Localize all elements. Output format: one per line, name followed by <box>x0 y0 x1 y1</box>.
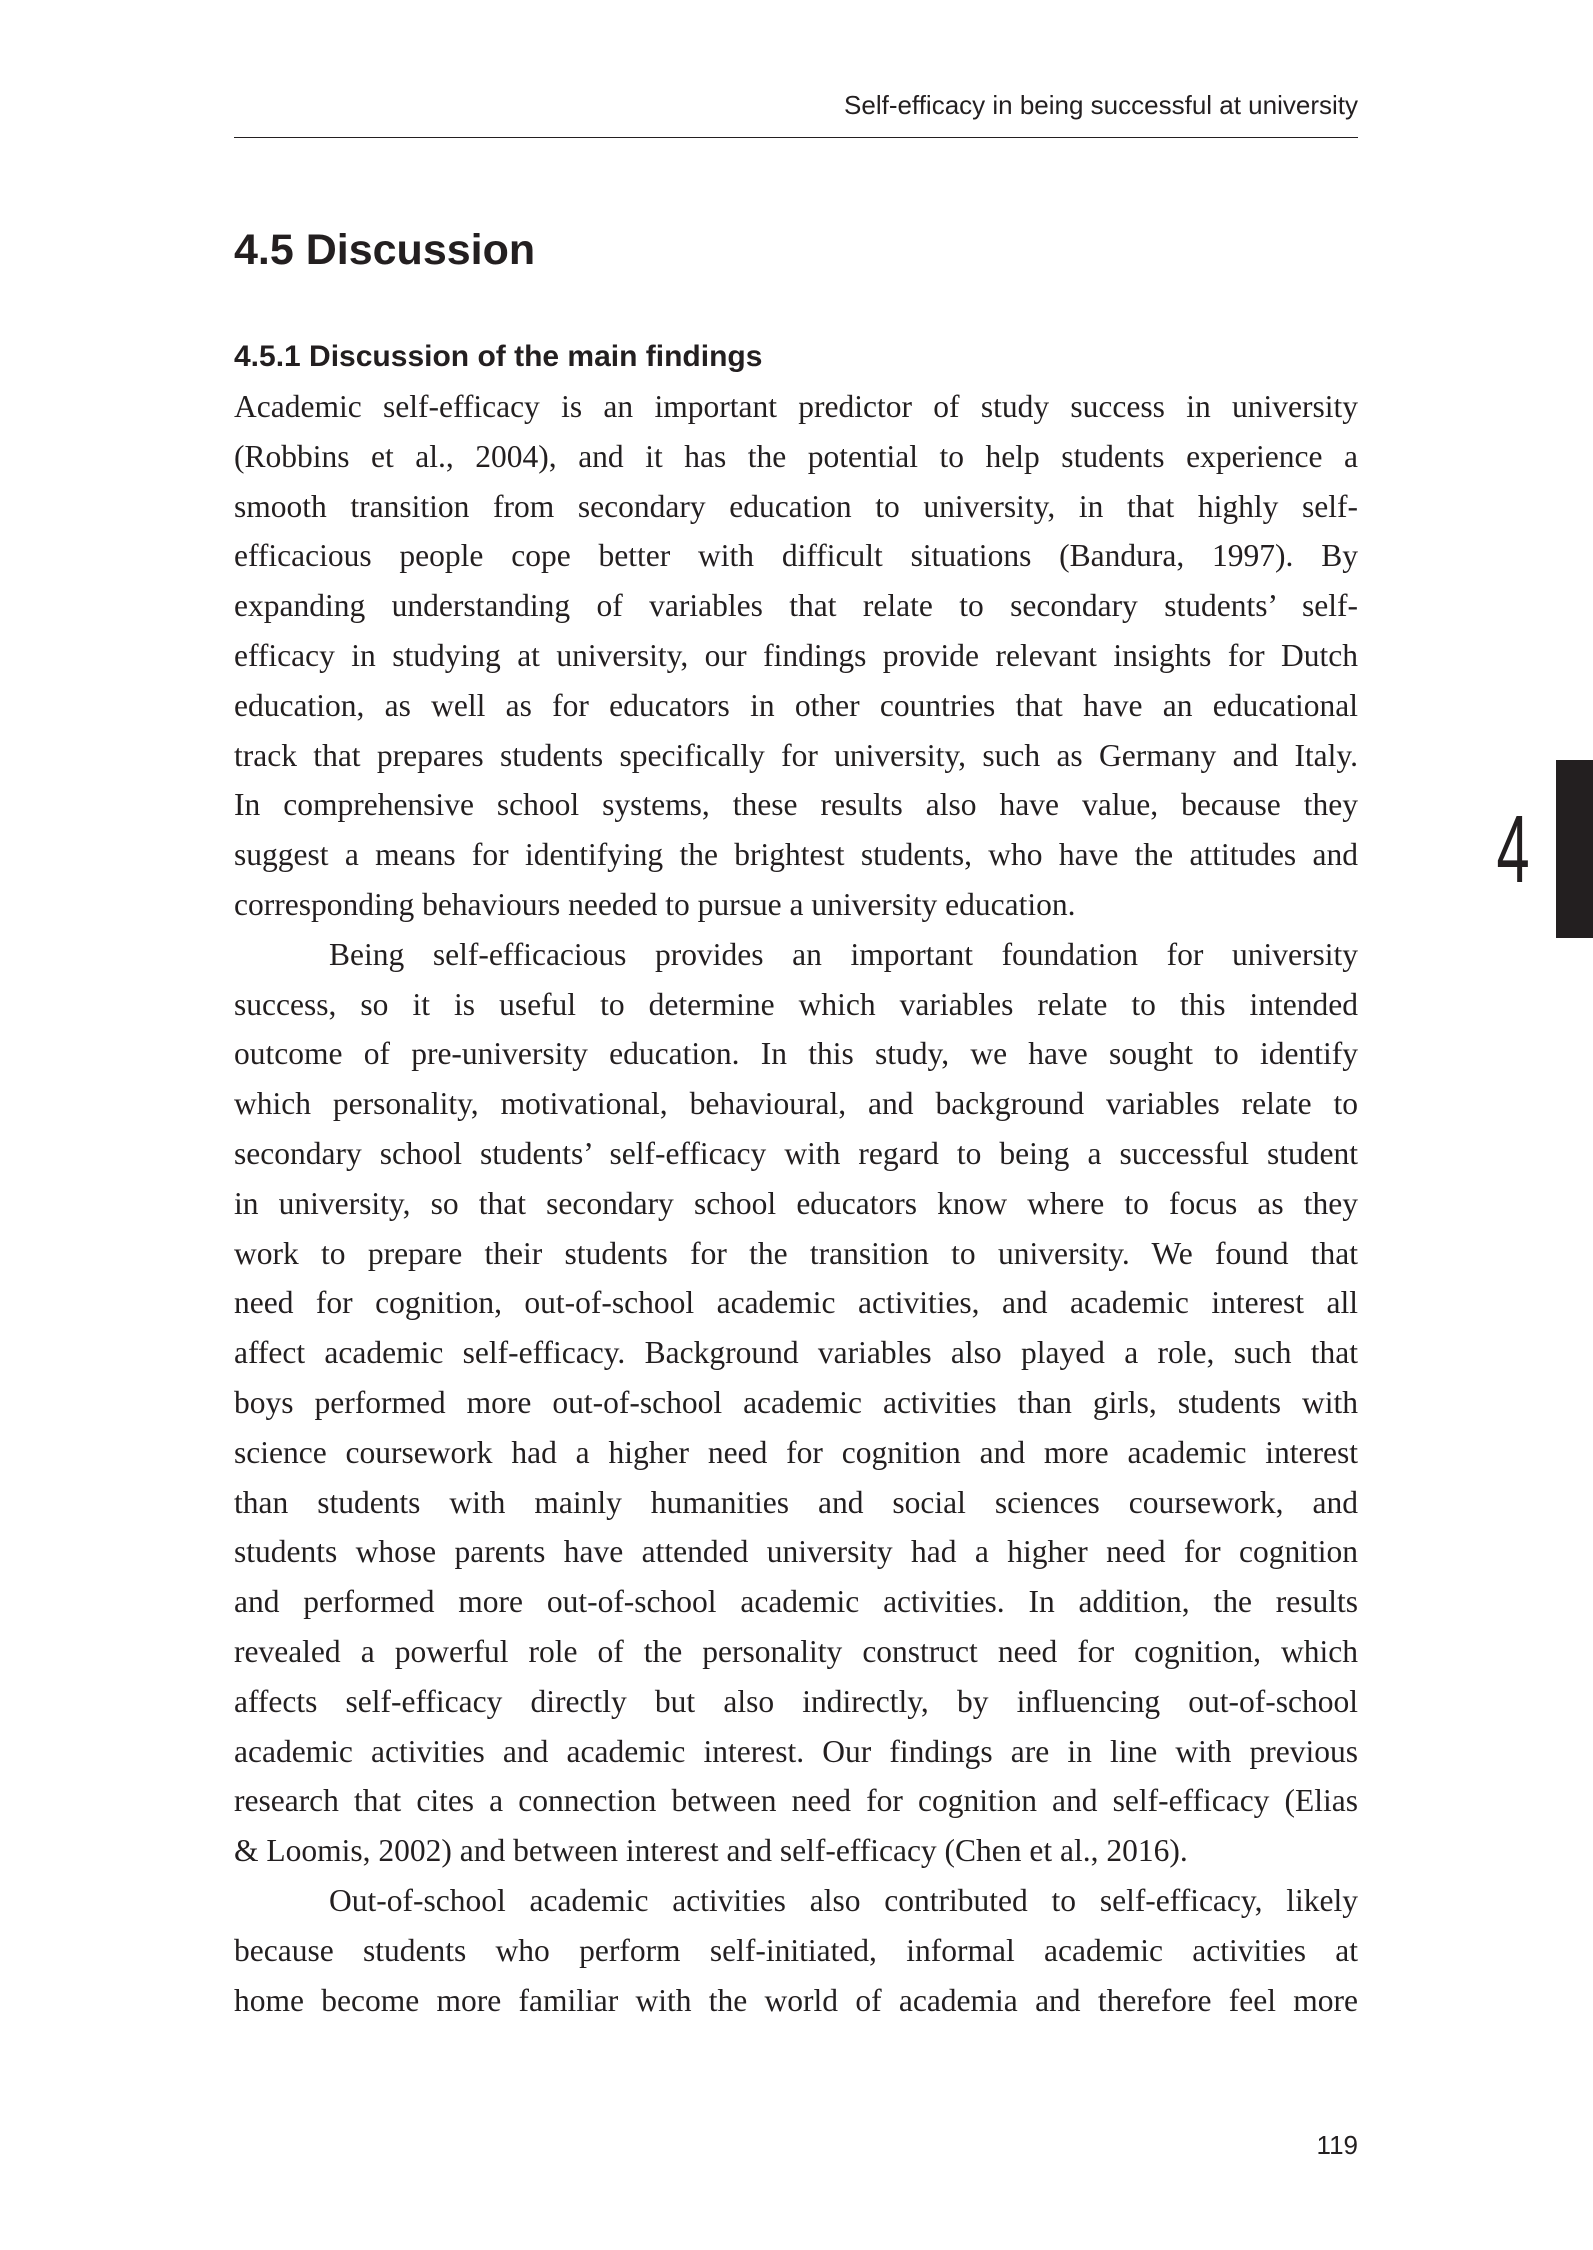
paragraph-2 <box>234 930 1358 1876</box>
text-line: academic activities and academic interest. Our findings are in line with previous <box>234 1733 1358 1769</box>
body-text <box>234 382 1358 2025</box>
text-line: efficacious people cope better with difficult situations (Bandura, 1997). By <box>234 538 1358 574</box>
text-line: because students who perform self-initiated, informal academic activities at <box>234 1932 1358 1968</box>
text-line: Academic self-efficacy is an important predictor of study success in university <box>234 389 1358 424</box>
text-line: affect academic self-efficacy. Background variables also played a role, such that <box>234 1335 1358 1371</box>
text-line: affects self-efficacy directly but also indirectly, by influencing out-of-school <box>234 1683 1358 1719</box>
page-number: 119 <box>1316 2130 1358 2160</box>
chapter-number: 4 <box>1496 796 1530 903</box>
text-line: revealed a powerful role of the personality construct need for cognition, which <box>234 1633 1358 1669</box>
text-line: success, so it is useful to determine which variables relate to this intended <box>234 986 1358 1022</box>
text-line: smooth transition from secondary education to university, in that highly self- <box>234 488 1358 524</box>
text-line: expanding understanding of variables that relate to secondary students’ self- <box>234 588 1358 624</box>
text-line: which personality, motivational, behavioural, and background variables relate to <box>234 1086 1358 1122</box>
text-line: Being self-efficacious provides an important foundation for university <box>329 936 1358 972</box>
text-line: than students with mainly humanities and social sciences coursework, and <box>234 1484 1358 1520</box>
text-line: outcome of pre-university education. In this study, we have sought to identify <box>234 1036 1358 1072</box>
text-line: home become more familiar with the world of academia and therefore feel more <box>234 1982 1358 2018</box>
header-rule <box>234 137 1358 138</box>
text-line: efficacy in studying at university, our findings provide relevant insights for Dutch <box>234 637 1358 673</box>
text-line: corresponding behaviours needed to pursue a university education. <box>234 886 1076 922</box>
text-line: and performed more out-of-school academic activities. In addition, the results <box>234 1584 1358 1620</box>
text-line: suggest a means for identifying the brightest students, who have the attitudes and <box>234 837 1358 873</box>
text-line: boys performed more out-of-school academic activities than girls, students with <box>234 1384 1358 1420</box>
text-line: education, as well as for educators in other countries that have an educational <box>234 687 1358 723</box>
text-line: in university, so that secondary school educators know where to focus as they <box>234 1185 1358 1221</box>
text-line: work to prepare their students for the transition to university. We found that <box>234 1235 1358 1271</box>
text-line: secondary school students’ self-efficacy with regard to being a successful student <box>234 1135 1358 1171</box>
text-line: Out-of-school academic activities also contributed to self-efficacy, likely <box>329 1882 1358 1918</box>
chapter-thumb-tab <box>1556 760 1593 938</box>
text-line: (Robbins et al., 2004), and it has the potential to help students experience a <box>234 438 1358 474</box>
text-line: need for cognition, out-of-school academic activities, and academic interest all <box>234 1285 1358 1321</box>
text-line: & Loomis, 2002) and between interest and self-efficacy (Chen et al., 2016). <box>234 1833 1188 1869</box>
text-line: students whose parents have attended university had a higher need for cognition <box>234 1534 1358 1570</box>
paragraph-3 <box>234 1876 1358 2025</box>
section-title: 4.5 Discussion <box>234 226 536 274</box>
paragraph-1 <box>234 382 1358 930</box>
running-header: Self-efficacy in being successful at university <box>844 90 1358 120</box>
text-line: science coursework had a higher need for cognition and more academic interest <box>234 1434 1358 1470</box>
text-line: track that prepares students specifically for university, such as Germany and Italy. <box>234 737 1358 773</box>
text-line: research that cites a connection between need for cognition and self-efficacy (Elias <box>234 1783 1358 1819</box>
text-line: In comprehensive school systems, these results also have value, because they <box>234 787 1358 823</box>
subsection-title: 4.5.1 Discussion of the main findings <box>234 340 763 373</box>
